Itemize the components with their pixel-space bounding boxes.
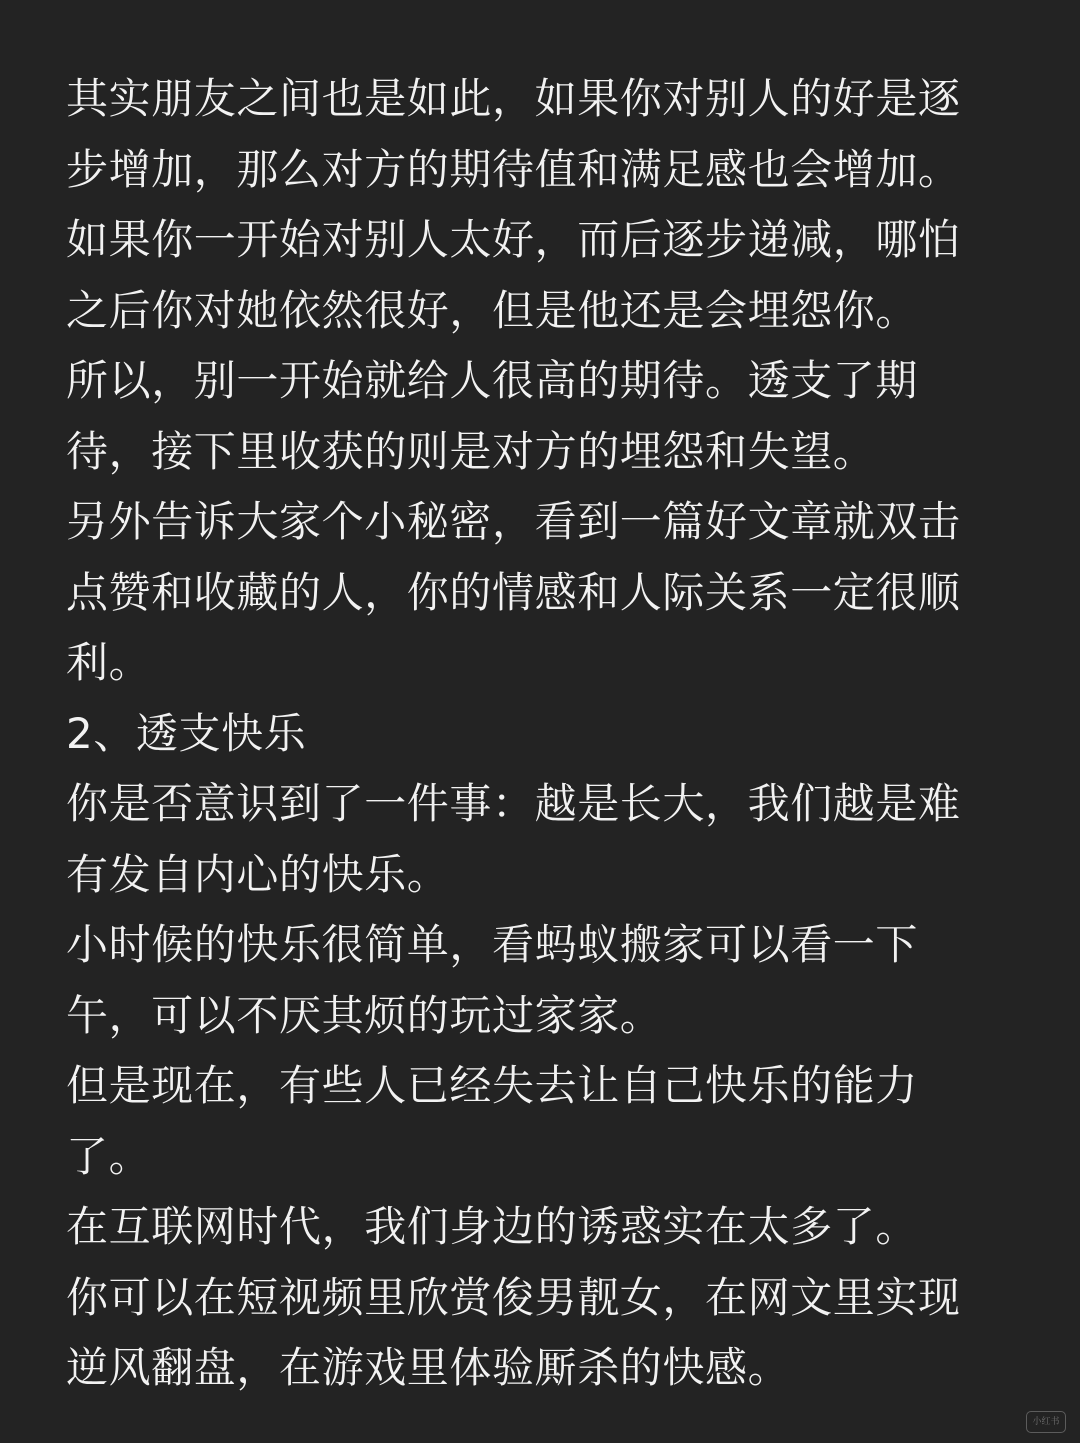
text-line: 步增加，那么对方的期待值和满足感也会增加。 — [66, 144, 961, 194]
text-line: 待，接下里收获的则是对方的埋怨和失望。 — [66, 426, 876, 476]
text-line: 有发自内心的快乐。 — [66, 849, 450, 899]
text-line: 如果你一开始对别人太好，而后逐步递减，哪怕 — [66, 215, 961, 264]
text-line: 了。 — [66, 1131, 152, 1181]
text-line: 你可以在短视频里欣赏俊男靓女，在网文里实现 — [66, 1272, 961, 1322]
text-line: 你是否意识到了一件事：越是长大，我们越是难 — [66, 779, 961, 828]
text-line: 其实朋友之间也是如此，如果你对别人的好是逐 — [66, 74, 961, 123]
text-line: 所以，别一开始就给人很高的期待。透支了期 — [66, 356, 919, 405]
text-line: 另外告诉大家个小秘密，看到一篇好文章就双击 — [66, 497, 961, 546]
text-line: 在互联网时代，我们身边的诱惑实在太多了。 — [66, 1202, 919, 1251]
text-line: 小时候的快乐很简单，看蚂蚁搬家可以看一下 — [66, 920, 919, 969]
text-line: 但是现在，有些人已经失去让自己快乐的能力 — [66, 1061, 919, 1110]
text-line: 午，可以不厌其烦的玩过家家。 — [66, 990, 663, 1040]
watermark-logo: 小红书 — [1026, 1411, 1066, 1433]
text-line: 逆风翻盘，在游戏里体验厮杀的快感。 — [66, 1343, 791, 1392]
article-text — [66, 64, 1006, 1404]
section-heading: 2、透支快乐 — [66, 708, 307, 758]
text-line: 利。 — [66, 638, 152, 687]
text-line: 点赞和收藏的人，你的情感和人际关系一定很顺 — [66, 567, 961, 617]
text-line: 之后你对她依然很好，但是他还是会埋怨你。 — [66, 285, 919, 335]
